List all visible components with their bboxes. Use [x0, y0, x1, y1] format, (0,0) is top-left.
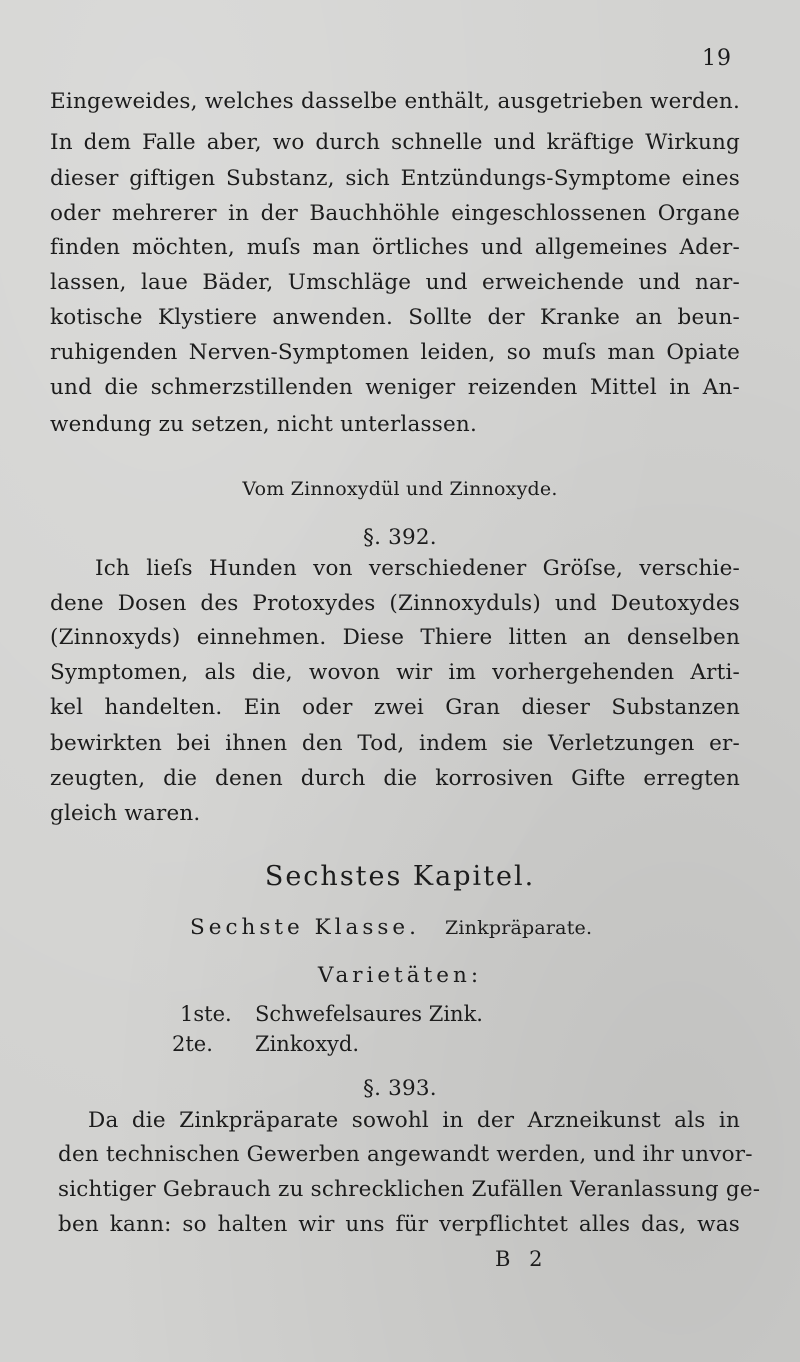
- text-line: dieser giftigen Substanz, sich Entzündungs-Symptome eines: [50, 166, 740, 191]
- text-line: Da die Zinkpräparate sowohl in der Arzneikunst als in: [88, 1108, 740, 1133]
- text-line: Ich lieſs Hunden von verschiedener Gröſse, verschie-: [95, 556, 740, 581]
- list-item-number: 2te.: [172, 1032, 213, 1056]
- text-line: ben kann: so halten wir uns für verpflichtet alles das, was: [58, 1212, 740, 1237]
- section-label: §. 392.: [363, 525, 437, 550]
- class-label: Sechste Klasse.: [190, 915, 420, 940]
- text-line: bewirkten bei ihnen den Tod, indem sie Verletzungen er-: [50, 731, 740, 756]
- text-line: wendung zu setzen, nicht unterlassen.: [50, 412, 477, 437]
- text-line: den technischen Gewerben angewandt werden, und ihr unvor-: [58, 1142, 753, 1167]
- text-line: finden möchten, muſs man örtliches und allgemeines Ader-: [50, 235, 740, 260]
- list-item-text: Schwefelsaures Zink.: [255, 1002, 483, 1026]
- text-line: sichtiger Gebrauch zu schrecklichen Zufällen Veranlassung ge-: [58, 1177, 761, 1202]
- text-line: lassen, laue Bäder, Umschläge und erweichende und nar-: [50, 270, 740, 295]
- varieties-heading: Varietäten:: [317, 963, 483, 988]
- text-line: (Zinnoxyds) einnehmen. Diese Thiere litten an denselben: [50, 625, 740, 650]
- text-line: oder mehrerer in der Bauchhöhle eingeschlossenen Organe: [50, 201, 740, 226]
- chapter-title: Sechstes Kapitel.: [264, 861, 536, 892]
- section-label: §. 393.: [363, 1076, 437, 1101]
- text-line: kotische Klystiere anwenden. Sollte der Kranke an beun-: [50, 305, 740, 330]
- text-line: zeugten, die denen durch die korrosiven Gifte erregten: [50, 766, 740, 791]
- text-line: ruhigenden Nerven-Symptomen leiden, so muſs man Opiate: [50, 340, 740, 365]
- text-line: Eingeweides, welches dasselbe enthält, ausgetrieben werden.: [50, 89, 740, 114]
- text-line: und die schmerzstillenden weniger reizenden Mittel in An-: [50, 375, 740, 400]
- page-number: 19: [702, 46, 732, 71]
- list-item-text: Zinkoxyd.: [255, 1032, 360, 1056]
- signature-mark: B 2: [495, 1247, 549, 1271]
- subheading: Vom Zinnoxydül und Zinnoxyde.: [242, 478, 558, 500]
- class-subject: Zinkpräparate.: [445, 917, 593, 939]
- list-item-number: 1ste.: [180, 1002, 232, 1026]
- text-line: In dem Falle aber, wo durch schnelle und kräftige Wirkung: [50, 130, 740, 155]
- text-line: kel handelten. Ein oder zwei Gran dieser Substanzen: [50, 695, 740, 720]
- text-line: Symptomen, als die, wovon wir im vorhergehenden Arti-: [50, 660, 740, 685]
- class-heading: [190, 913, 592, 943]
- text-line: dene Dosen des Protoxydes (Zinnoxyduls) und Deutoxydes: [50, 591, 740, 616]
- text-line: gleich waren.: [50, 801, 201, 826]
